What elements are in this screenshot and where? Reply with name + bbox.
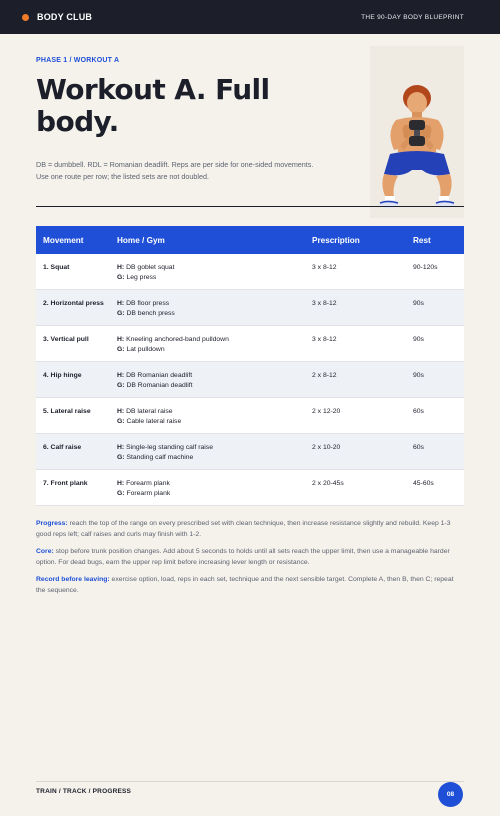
gym-prefix: G: [117,454,125,461]
table-row [36,290,464,326]
rest-cell: 90s [413,372,424,379]
note-text: stop before trunk position changes. Add about 5 seconds to holds until all sets reach the upper limit, then use a manageable harder option. For dead bugs, earn the upper rep limit before increasing lever length or resistance. [36,548,450,566]
top-bar [0,0,500,34]
movement-cell: 5. Lateral raise [43,408,91,415]
note-text: reach the top of the range on every prescribed set with clean technique, then increase resistance slightly and rebuild. Keep 1-3 good reps left; calf raises and curls may finish with 1-2. [36,520,451,538]
table-row [36,470,464,506]
note-label: Record before leaving: [36,576,110,583]
note-record [36,575,464,596]
note-label: Progress: [36,520,68,527]
home-option: DB lateral raise [126,408,173,415]
gym-prefix: G: [117,346,125,353]
table-row [36,398,464,434]
option-cell [117,398,312,433]
brand-dot-icon [22,14,29,21]
notes-section [36,519,464,603]
page-number-badge: 08 [438,782,463,807]
gym-option: Standing calf machine [126,454,194,461]
gym-option: Cable lateral raise [126,418,182,425]
brand-name: BODY CLUB [37,12,93,22]
note-core [36,547,464,568]
header-movement: Movement [43,235,84,245]
header-rest: Rest [413,235,431,245]
prescription-cell: 3 x 8-12 [312,264,337,271]
movement-cell: 4. Hip hinge [43,372,82,379]
rest-cell: 60s [413,408,424,415]
gym-prefix: G: [117,382,125,389]
rest-cell: 90-120s [413,264,438,271]
prescription-cell: 3 x 8-12 [312,300,337,307]
home-option: Single-leg standing calf raise [126,444,213,451]
table-header [36,226,464,254]
table-row [36,254,464,290]
header-home-gym: Home / Gym [117,235,165,245]
home-option: DB goblet squat [126,264,175,271]
gym-option: DB Romanian deadlift [126,382,193,389]
workout-table [36,226,464,506]
gym-option: Forearm plank [126,490,171,497]
note-progress [36,519,464,540]
hero-illustration [370,46,464,218]
home-prefix: H: [117,408,125,415]
option-cell [117,434,312,469]
rest-cell: 45-60s [413,480,434,487]
option-cell [117,290,312,325]
table-row [36,362,464,398]
gym-option: DB bench press [126,310,175,317]
option-cell [117,326,312,361]
home-option: DB floor press [126,300,170,307]
home-prefix: H: [117,372,125,379]
table-row [36,434,464,470]
gym-option: Leg press [126,274,157,281]
rest-cell: 90s [413,300,424,307]
rest-cell: 60s [413,444,424,451]
note-label: Core: [36,548,54,555]
footer-tagline: TRAIN / TRACK / PROGRESS [36,788,132,795]
home-option: Kneeling anchored-band pulldown [126,336,229,343]
prescription-cell: 2 x 20-45s [312,480,344,487]
section-kicker: PHASE 1 / WORKOUT A [36,57,120,64]
home-prefix: H: [117,444,125,451]
movement-cell: 6. Calf raise [43,444,82,451]
gym-option: Lat pulldown [126,346,165,353]
prescription-cell: 2 x 10-20 [312,444,341,451]
footer-divider [36,781,464,782]
section-divider [36,206,464,207]
table-row [36,326,464,362]
option-cell [117,470,312,505]
squatting-man-icon [370,46,464,218]
home-prefix: H: [117,300,125,307]
prescription-cell: 3 x 8-12 [312,336,337,343]
movement-cell: 1. Squat [43,264,70,271]
rest-cell: 90s [413,336,424,343]
movement-cell: 3. Vertical pull [43,336,89,343]
note-text: exercise option, load, reps in each set, technique and the next sensible target. Complete A, then B, then C; repeat the sequence. [36,576,454,594]
home-prefix: H: [117,480,125,487]
option-cell [117,254,312,289]
gym-prefix: G: [117,490,125,497]
movement-cell: 2. Horizontal press [43,300,104,307]
gym-prefix: G: [117,274,125,281]
brand [22,12,92,22]
intro-text: DB = dumbbell. RDL = Romanian deadlift. Reps are per side for one-sided movements. Use one route per row; the listed sets are not doubled. [36,160,314,181]
gym-prefix: G: [117,310,125,317]
option-cell [117,362,312,397]
page-title: Workout A. Full body. [36,73,270,138]
header-prescription: Prescription [312,235,360,245]
gym-prefix: G: [117,418,125,425]
home-prefix: H: [117,264,125,271]
publication-title: THE 90-DAY BODY BLUEPRINT [361,13,464,21]
movement-cell: 7. Front plank [43,480,88,487]
home-option: DB Romanian deadlift [126,372,193,379]
prescription-cell: 2 x 8-12 [312,372,337,379]
home-option: Forearm plank [126,480,170,487]
home-prefix: H: [117,336,125,343]
prescription-cell: 2 x 12-20 [312,408,341,415]
